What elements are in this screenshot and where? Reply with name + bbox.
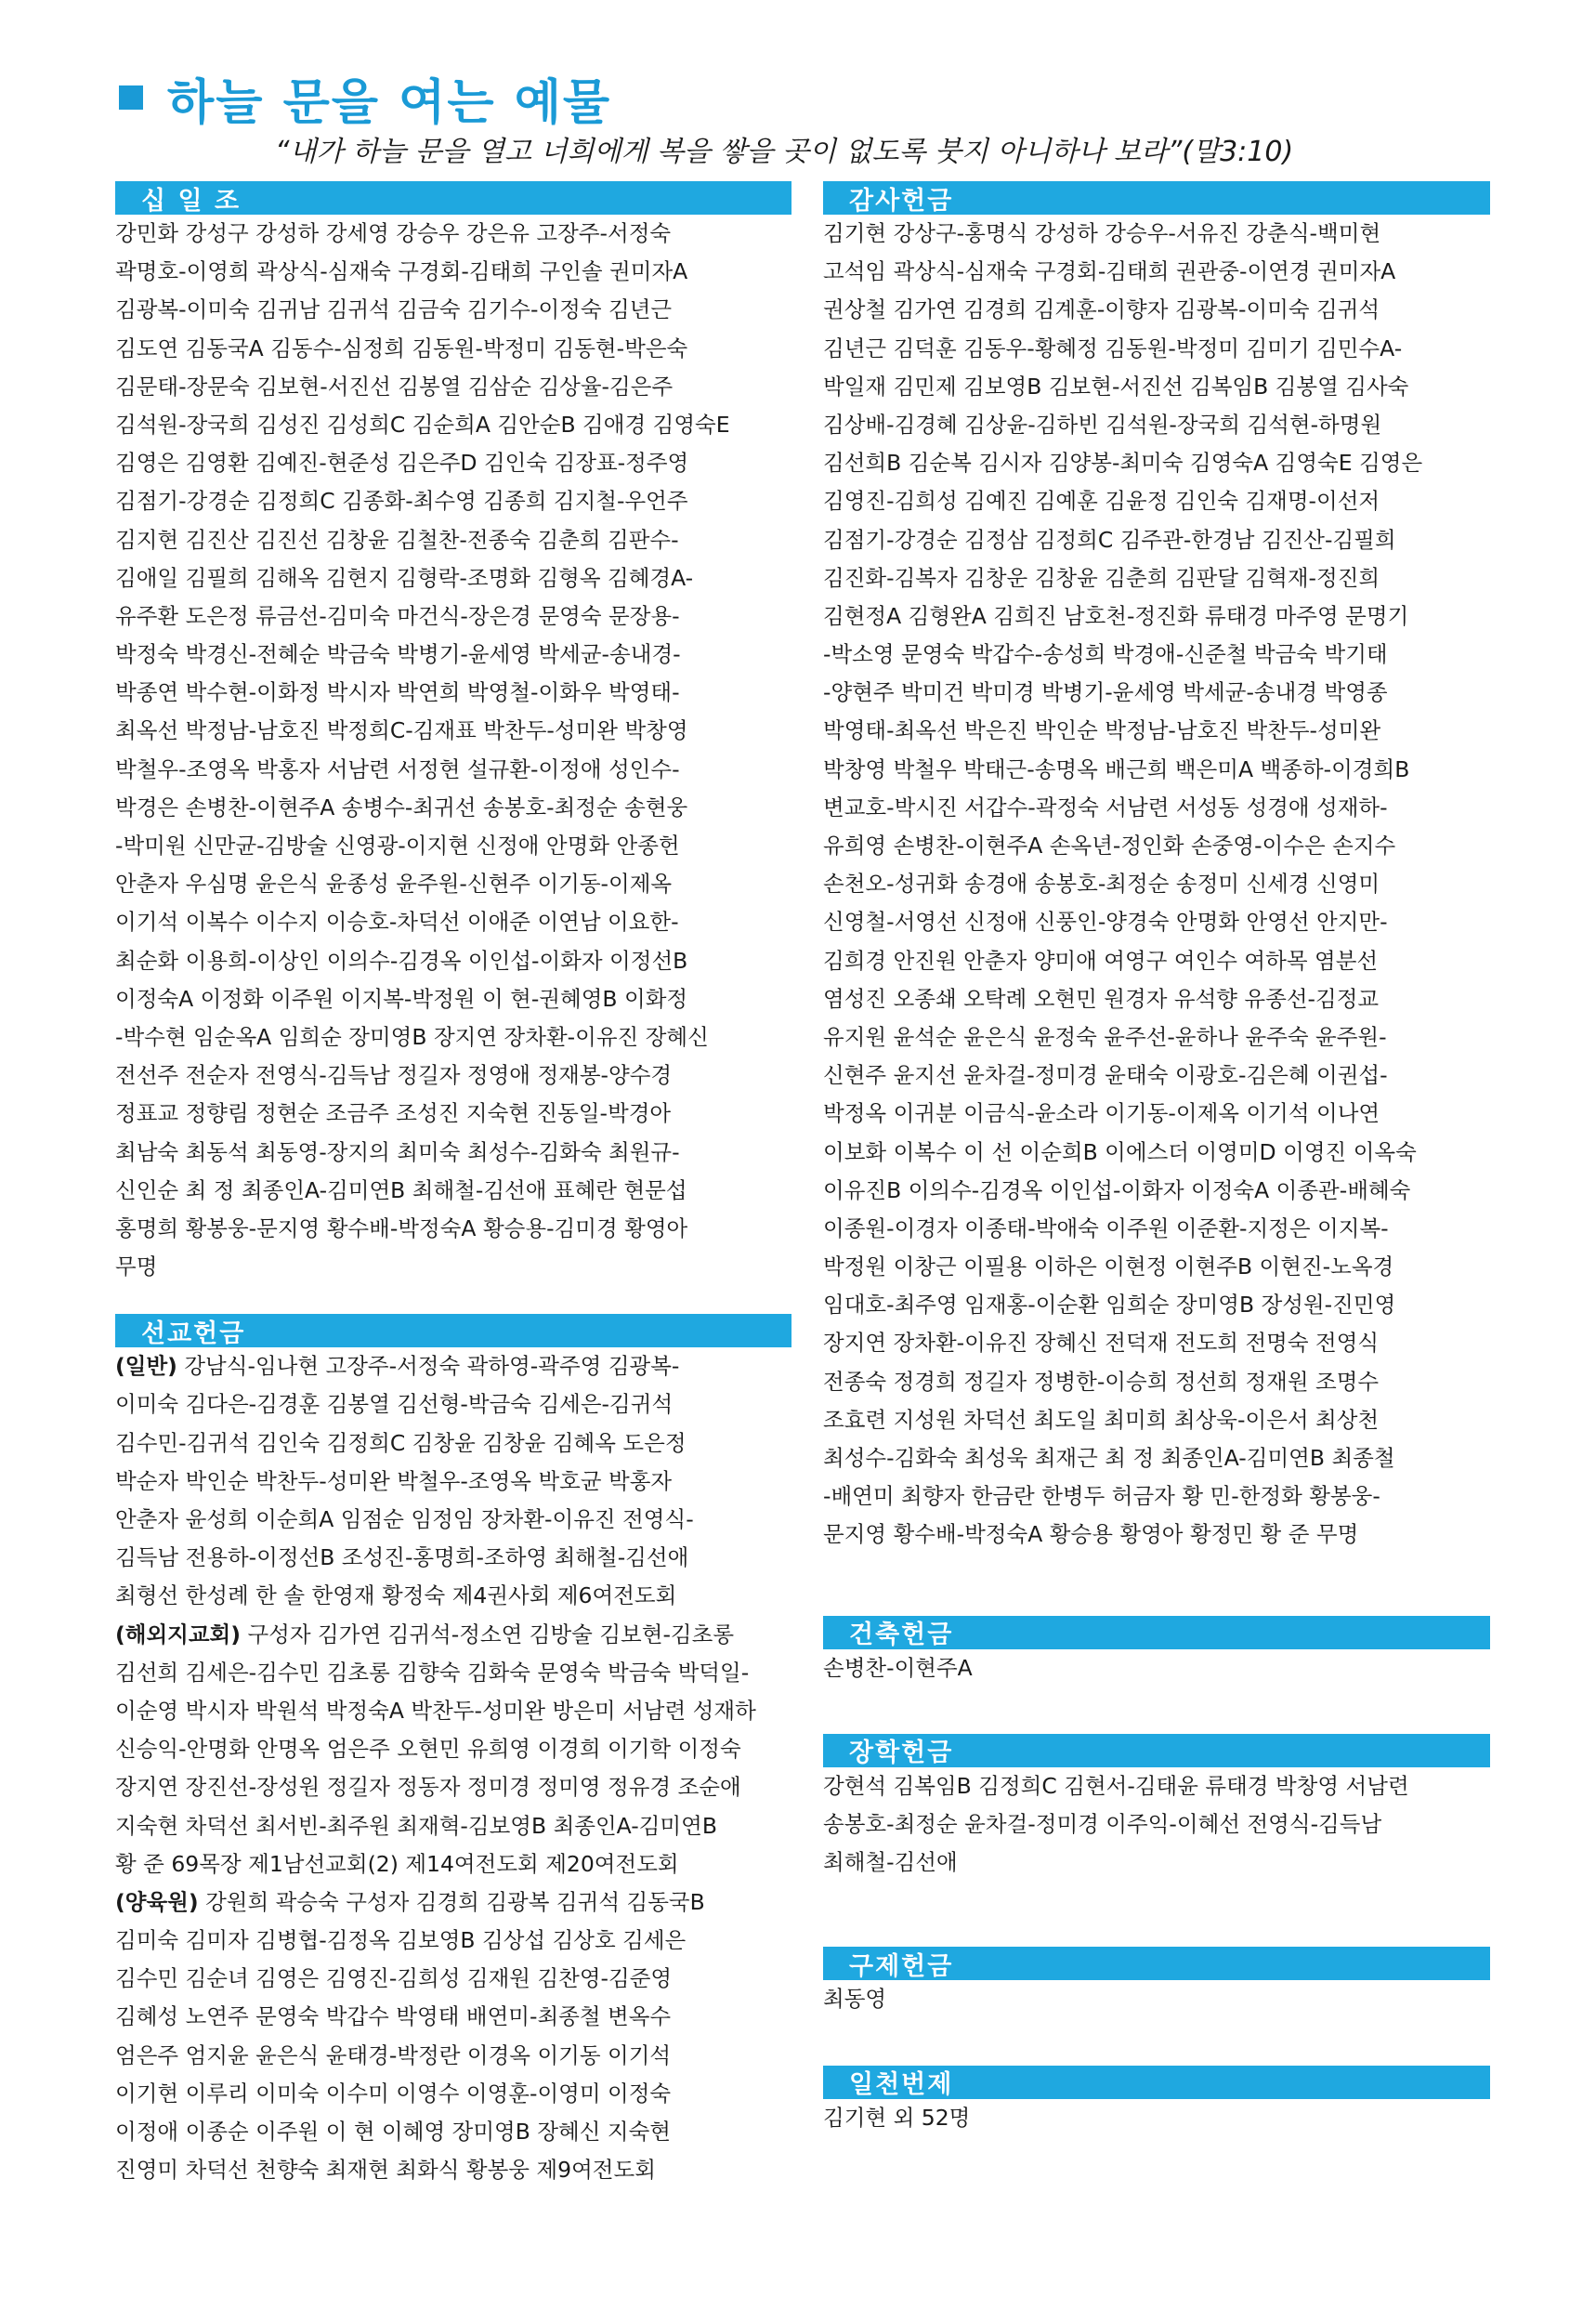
name-line [115, 1616, 791, 1654]
name-line [115, 2075, 791, 2113]
name-line: 최남숙 최동석 최동영-장지의 최미숙 최성수-김화숙 최원규- [115, 1138, 680, 1165]
name-list-text: 진영미 차덕선 천향숙 최재현 최화식 황봉웅 제9여전도회 [115, 2157, 656, 2184]
name-line: 강현석 김복임B 김정희C 김현서-김태윤 류태경 박창영 서남련 [823, 1772, 1409, 1799]
name-line [115, 1501, 791, 1539]
section-body-thousandth [823, 2099, 1490, 2137]
name-line [115, 1960, 791, 1998]
name-line: 유지원 윤석순 윤은식 윤정숙 윤주선-윤하나 윤주숙 윤주원- [823, 1023, 1387, 1050]
name-line: 박일재 김민제 김보영B 김보현-서진선 김복임B 김봉열 김사숙 [823, 373, 1409, 400]
name-line: 김점기-강경순 김정삼 김정희C 김주관-한경남 김진산-김필희 [823, 526, 1396, 553]
name-list-text: 이순영 박시자 박원석 박정숙A 박찬두-성미완 방은미 서남련 성재하 [115, 1697, 756, 1724]
name-line: 김광복-이미숙 김귀남 김귀석 김금숙 김기수-이정숙 김년근 [115, 296, 673, 323]
name-list-text: 김미숙 김미자 김병협-김정옥 김보영B 김상섭 김상호 김세은 [115, 1927, 687, 1954]
section-body-mission [115, 1347, 791, 2189]
name-list-text: 강남식-임나현 고장주-서정숙 곽하영-곽주영 김광복- [177, 1353, 680, 1380]
name-line: 이기석 이복수 이수지 이승호-차덕선 이애준 이연남 이요한- [115, 909, 679, 936]
name-line: 박종연 박수현-이화정 박시자 박연희 박영철-이화우 박영태- [115, 679, 680, 706]
name-line: 전선주 전순자 전영식-김득남 정길자 정영애 정재봉-양수경 [115, 1062, 673, 1089]
name-line [115, 1922, 791, 1960]
section-header-tithe: 십 일 조 [115, 181, 791, 215]
left-column [115, 181, 791, 2217]
name-line: -양현주 박미건 박미경 박병기-윤세영 박세균-송내경 박영종 [823, 679, 1388, 706]
name-line: 정표교 정향림 정현순 조금주 조성진 지숙현 진동일-박경아 [115, 1100, 672, 1127]
name-line: -박미원 신만균-김방술 신영광-이지현 신정애 안명화 안종헌 [115, 833, 680, 859]
name-line: 장지연 장차환-이유진 장혜신 전덕재 전도희 전명숙 전영식 [823, 1330, 1380, 1357]
name-line: 김진화-김복자 김창운 김창윤 김춘희 김판달 김혁재-정진희 [823, 564, 1380, 591]
name-line: 송봉호-최정순 윤차걸-정미경 이주익-이혜선 전영식-김득남 [823, 1810, 1382, 1837]
name-line: 박창영 박철우 박태근-송명옥 배근희 백은미A 백종하-이경희B [823, 755, 1410, 782]
section-header-thousandth: 일천번제 [823, 2066, 1490, 2099]
name-line: 유주환 도은정 류금선-김미숙 마건식-장은경 문영숙 문장용- [115, 602, 680, 629]
name-line [115, 1577, 791, 1615]
name-line: 김석원-장국희 김성진 김성희C 김순희A 김안순B 김애경 김영숙E [115, 411, 730, 438]
name-line [115, 1845, 791, 1883]
name-line: 김희경 안진원 안춘자 양미애 여영구 여인수 여하목 염분선 [823, 947, 1379, 974]
section-body-relief [823, 1980, 1490, 2018]
name-list-text: 김수민 김순녀 김영은 김영진-김희성 김재원 김찬영-김준영 [115, 1965, 673, 1992]
name-line: 김년근 김덕훈 김동우-황혜정 김동원-박정미 김미기 김민수A- [823, 335, 1403, 361]
name-line: 문지영 황수배-박정숙A 황승용 황영아 황정민 황 준 무명 [823, 1521, 1359, 1548]
name-line: 강민화 강성구 강성하 강세영 강승우 강은유 고장주-서정숙 [115, 220, 672, 246]
name-line: 박정숙 박경신-전혜순 박금숙 박병기-윤세영 박세균-송내경- [115, 641, 681, 668]
name-list-text: 신승익-안명화 안명옥 엄은주 오현민 유희영 이경희 이기학 이정숙 [115, 1736, 741, 1763]
name-line: 박경은 손병찬-이현주A 송병수-최귀선 송봉호-최정순 송현웅 [115, 794, 688, 820]
name-line: -배연미 최향자 한금란 한병두 허금자 황 민-한정화 황봉웅- [823, 1483, 1380, 1510]
section-body-scholarship [823, 1767, 1490, 1883]
name-line: 김점기-강경순 김정희C 김종화-최수영 김종희 김지철-우언주 [115, 488, 688, 515]
name-list-text: 이기현 이루리 이미숙 이수미 이영수 이영훈-이영미 이정숙 [115, 2080, 672, 2107]
page-title [119, 65, 611, 130]
section-header-relief: 구제헌금 [823, 1947, 1490, 1980]
name-line: 박철우-조영옥 박홍자 서남련 서정현 설규환-이정애 성인수- [115, 755, 680, 782]
name-list-text: 박순자 박인순 박찬두-성미완 박철우-조영옥 박호균 박홍자 [115, 1467, 673, 1494]
name-line: 손병찬-이현주A [823, 1654, 973, 1681]
name-line: 최동영 [823, 1986, 887, 2013]
name-line [115, 1654, 791, 1692]
name-line [115, 1539, 791, 1577]
name-list-text: 김선희 김세은-김수민 김초롱 김향숙 김화숙 문영숙 박금숙 박덕일- [115, 1659, 750, 1686]
name-line: 김기현 강상구-홍명식 강성하 강승우-서유진 강춘식-백미현 [823, 220, 1381, 246]
name-line: 유희영 손병찬-이현주A 손옥년-정인화 손중영-이수은 손지수 [823, 833, 1396, 859]
name-list-text: 안춘자 윤성희 이순희A 임점순 임정임 장차환-이유진 전영식- [115, 1506, 694, 1532]
name-line: 신영철-서영선 신정애 신풍인-양경숙 안명화 안영선 안지만- [823, 909, 1388, 936]
name-list-text: 지숙현 차덕선 최서빈-최주원 최재혁-김보영B 최종인A-김미연B [115, 1812, 717, 1839]
name-line: 염성진 오종쇄 오탁례 오현민 원경자 유석향 유종선-김정교 [823, 985, 1380, 1012]
name-line: 안춘자 우심명 윤은식 윤종성 윤주원-신현주 이기동-이제옥 [115, 871, 673, 898]
name-line: 김문태-장문숙 김보현-서진선 김봉열 김삼순 김상율-김은주 [115, 373, 674, 400]
name-line: 신인순 최 정 최종인A-김미연B 최해철-김선애 표혜란 현문섭 [115, 1176, 687, 1203]
name-line: 김현정A 김형완A 김희진 남호천-정진화 류태경 마주영 문명기 [823, 602, 1409, 629]
name-line [115, 2037, 791, 2075]
name-line: 최성수-김화숙 최성욱 최재근 최 정 최종인A-김미연B 최종철 [823, 1445, 1395, 1471]
section-body-tithe [115, 215, 791, 1286]
name-line: 전종숙 정경희 정길자 정병한-이승희 정선희 정재원 조명수 [823, 1368, 1380, 1395]
section-thanks [823, 181, 1490, 1555]
name-line [115, 1385, 791, 1424]
name-line: 박정옥 이귀분 이금식-윤소라 이기동-이제옥 이기석 이나연 [823, 1100, 1380, 1127]
name-list-text: 김득남 전용하-이정선B 조성진-홍명희-조하영 최해철-김선애 [115, 1544, 689, 1571]
section-body-thanks [823, 215, 1490, 1555]
name-line: 박영태-최옥선 박은진 박인순 박정남-남호진 박찬두-성미완 [823, 717, 1381, 744]
name-line [115, 1768, 791, 1806]
name-line: 최해철-김선애 [823, 1849, 958, 1876]
name-list-text: 엄은주 엄지윤 윤은식 윤태경-박정란 이경옥 이기동 이기석 [115, 2041, 672, 2068]
name-list-text: 김혜성 노연주 문영숙 박갑수 박영태 배연미-최종철 변옥수 [115, 2003, 672, 2030]
title-square-icon [119, 85, 143, 110]
section-relief [823, 1947, 1490, 2018]
name-list-text: 강원희 곽승숙 구성자 김경희 김광복 김귀석 김동국B [198, 1888, 705, 1915]
name-line: 신현주 윤지선 윤차걸-정미경 윤태숙 이광호-김은혜 이권섭- [823, 1062, 1388, 1089]
section-header-thanks: 감사헌금 [823, 181, 1490, 215]
section-scholarship [823, 1734, 1490, 1883]
name-line: 김지현 김진산 김진선 김창윤 김철찬-전종숙 김춘희 김판수- [115, 526, 679, 553]
name-line: 임대호-최주영 임재홍-이순환 임희순 장미영B 장성원-진민영 [823, 1292, 1396, 1319]
section-header-mission: 선교헌금 [115, 1314, 791, 1347]
name-line: 김기현 외 52명 [823, 2104, 971, 2131]
name-line [115, 1424, 791, 1463]
name-list-text: 구성자 김가연 김귀석-정소연 김방술 김보현-김초롱 [241, 1621, 735, 1647]
name-line: 최옥선 박정남-남호진 박정희C-김재표 박찬두-성미완 박창영 [115, 717, 688, 744]
section-body-building [823, 1649, 1490, 1687]
name-line: 이종원-이경자 이종태-박애숙 이주원 이준환-지정은 이지복- [823, 1214, 1389, 1241]
name-line: 무명 [115, 1253, 158, 1280]
name-line [115, 1883, 791, 1922]
section-header-building: 건축헌금 [823, 1616, 1490, 1649]
scripture-quote: “내가 하늘 문을 열고 너희에게 복을 쌓을 곳이 없도록 붓지 아니하나 보라”(말3:10) [275, 136, 1294, 168]
section-mission [115, 1314, 791, 2189]
section-header-scholarship: 장학헌금 [823, 1734, 1490, 1767]
name-list-text: 김수민-김귀석 김인숙 김정희C 김창윤 김창윤 김혜옥 도은정 [115, 1429, 687, 1456]
name-line: 최순화 이용희-이상인 이의수-김경옥 이인섭-이화자 이정선B [115, 947, 688, 974]
name-line: -박수현 임순옥A 임희순 장미영B 장지연 장차환-이유진 장혜신 [115, 1023, 709, 1050]
name-line: 이보화 이복수 이 선 이순희B 이에스더 이영미D 이영진 이옥숙 [823, 1138, 1417, 1165]
right-column [823, 181, 1490, 2165]
name-line: 김영은 김영환 김예진-현준성 김은주D 김인숙 김장표-정주영 [115, 450, 689, 477]
section-tithe [115, 181, 791, 1286]
name-list-text: 이미숙 김다은-김경훈 김봉열 김선형-박금숙 김세은-김귀석 [115, 1391, 674, 1418]
name-line: -박소영 문영숙 박갑수-송성희 박경애-신준철 박금숙 박기태 [823, 641, 1388, 668]
category-tag: (양육원) [115, 1888, 199, 1915]
name-line: 조효련 지성원 차덕선 최도일 최미희 최상욱-이은서 최상천 [823, 1406, 1380, 1433]
name-list-text: 장지연 장진선-장성원 정길자 정동자 정미경 정미영 정유경 조순애 [115, 1774, 741, 1801]
name-line: 김영진-김희성 김예진 김예훈 김윤정 김인숙 김재명-이선저 [823, 488, 1380, 515]
name-line [115, 1730, 791, 1768]
name-line: 손천오-성귀화 송경애 송봉호-최정순 송정미 신세경 신영미 [823, 871, 1380, 898]
name-line [115, 2151, 791, 2189]
name-list-text: 이정애 이종순 이주원 이 현 이혜영 장미영B 장혜신 지숙현 [115, 2119, 672, 2145]
name-line: 박정원 이창근 이필용 이하은 이현정 이현주B 이현진-노옥경 [823, 1253, 1394, 1280]
name-line [115, 1692, 791, 1730]
title-text: 하늘 문을 여는 예물 [167, 74, 612, 131]
name-line: 홍명희 황봉웅-문지영 황수배-박정숙A 황승용-김미경 황영아 [115, 1214, 688, 1241]
section-building [823, 1616, 1490, 1687]
name-line: 고석임 곽상식-심재숙 구경회-김태희 권관중-이연경 권미자A [823, 258, 1396, 285]
name-line: 곽명호-이영희 곽상식-심재숙 구경회-김태희 구인솔 권미자A [115, 258, 688, 285]
name-line: 이정숙A 이정화 이주원 이지복-박정원 이 현-권혜영B 이화정 [115, 985, 688, 1012]
name-line [115, 2113, 791, 2151]
name-line [115, 1807, 791, 1845]
name-line: 변교호-박시진 서갑수-곽정숙 서남련 서성동 성경애 성재하- [823, 794, 1388, 820]
category-tag: (일반) [115, 1353, 177, 1380]
name-line: 김선희B 김순복 김시자 김양봉-최미숙 김영숙A 김영숙E 김영은 [823, 450, 1423, 477]
section-thousandth [823, 2066, 1490, 2137]
name-list-text: 최형선 한성례 한 솔 한영재 황정숙 제4권사회 제6여전도회 [115, 1582, 677, 1609]
name-line [115, 1998, 791, 2036]
name-line [115, 1463, 791, 1501]
name-line: 김애일 김필희 김해옥 김현지 김형락-조명화 김형옥 김혜경A- [115, 564, 694, 591]
category-tag: (해외지교회) [115, 1621, 241, 1647]
name-line: 김도연 김동국A 김동수-심정희 김동원-박정미 김동현-박은숙 [115, 335, 688, 361]
name-line: 이유진B 이의수-김경옥 이인섭-이화자 이정숙A 이종관-배혜숙 [823, 1176, 1411, 1203]
name-list-text: 황 준 69목장 제1남선교회(2) 제14여전도회 제20여전도회 [115, 1850, 679, 1877]
name-line: 김상배-김경혜 김상윤-김하빈 김석원-장국희 김석현-하명원 [823, 411, 1382, 438]
name-line: 권상철 김가연 김경희 김계훈-이향자 김광복-이미숙 김귀석 [823, 296, 1380, 323]
name-line [115, 1347, 791, 1385]
